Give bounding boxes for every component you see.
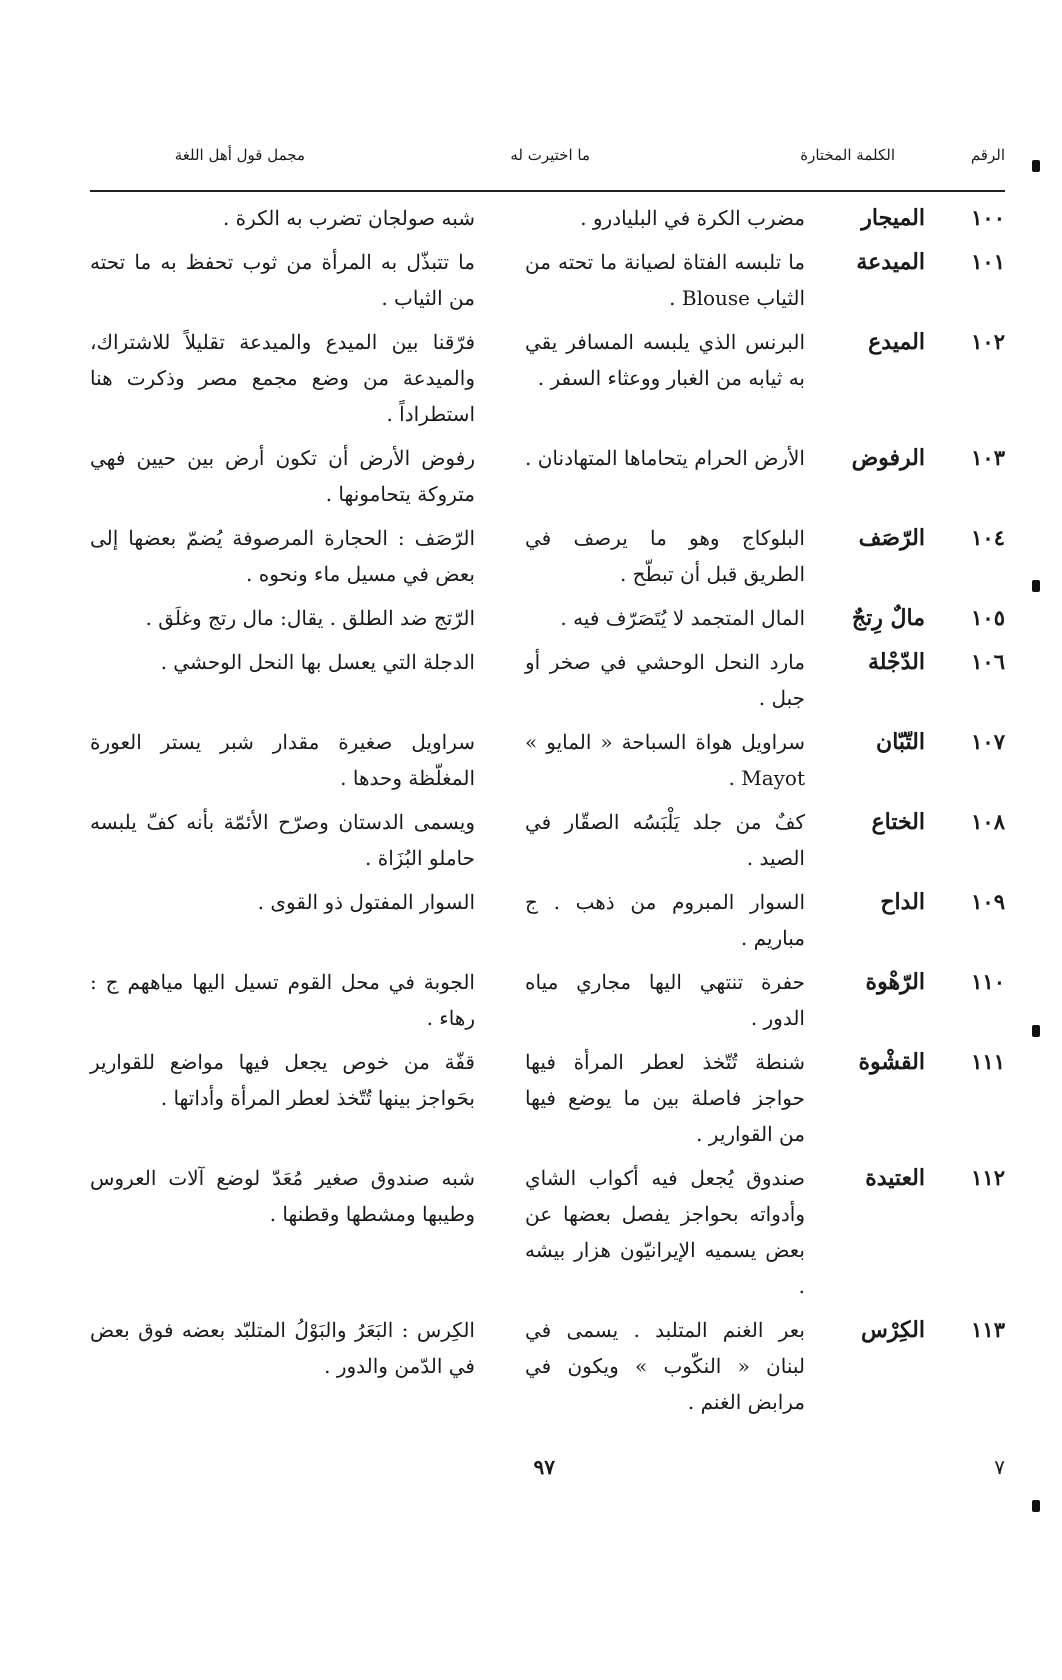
table-row — [90, 440, 1005, 512]
entry-chosen-for: حفرة تنتهي اليها مجاري مياه الدور . — [525, 970, 805, 1030]
entry-summary: الجوبة في محل القوم تسيل اليها مياههم ج : رهاء . — [90, 970, 475, 1030]
table-row — [90, 520, 1005, 592]
header-rule — [90, 190, 1005, 192]
entry-number: ١١٢ — [971, 1165, 1005, 1190]
margin-mark — [1032, 580, 1040, 592]
entry-chosen-for: البرنس الذي يلبسه المسافر يقي به ثيابه من الغبار ووعثاء السفر . — [525, 330, 805, 390]
table-row — [90, 244, 1005, 316]
entry-word: الميدعة — [856, 249, 925, 275]
entry-word: العتيدة — [865, 1165, 925, 1191]
table-row — [90, 804, 1005, 876]
margin-mark — [1032, 1500, 1040, 1512]
table-row — [90, 1044, 1005, 1152]
table-row — [90, 1312, 1005, 1420]
entry-number: ١٠٨ — [971, 809, 1005, 834]
header-number: الرقم — [970, 146, 1005, 164]
header-linguists-summary: مجمل قول أهل اللغة — [174, 146, 305, 164]
entry-number: ١٠٥ — [971, 605, 1005, 630]
table-row — [90, 884, 1005, 956]
entry-summary: سراويل صغيرة مقدار شبر يستر العورة المغلّظة وحدها . — [90, 730, 475, 790]
page-number: ٩٧ — [533, 1455, 555, 1479]
entry-summary: شبه صندوق صغير مُعَدّ لوضع آلات العروس وطيبها ومشطها وقطنها . — [90, 1166, 475, 1226]
entry-number: ١٠١ — [971, 249, 1005, 274]
entry-word: الداح — [880, 889, 925, 915]
margin-mark — [1032, 1025, 1040, 1037]
entry-chosen-for: السوار المبروم من ذهب . ج مباريم . — [525, 890, 805, 950]
entry-chosen-for: البلوكاج وهو ما يرصف في الطريق قبل أن تبطّح . — [525, 526, 805, 586]
table-row — [90, 600, 1005, 636]
entry-summary: الدجلة التي يعسل بها النحل الوحشي . — [160, 650, 475, 674]
entry-number: ١١٠ — [971, 969, 1005, 994]
header-chosen-for: ما اختيرت له — [510, 146, 590, 164]
entry-chosen-for: كفٌ من جلد يَلْبَسُه الصقّار في الصيد . — [525, 810, 805, 870]
entries-table — [90, 200, 1005, 1428]
entry-number: ١١١ — [971, 1049, 1005, 1074]
entry-summary: الرّصَف : الحجارة المرصوفة يُضمّ بعضها إلى بعض في مسيل ماء ونحوه . — [90, 526, 475, 586]
entry-number: ١٠٦ — [971, 649, 1005, 674]
entry-chosen-for: ما تلبسه الفتاة لصيانة ما تحته من الثياب Blouse . — [525, 250, 805, 310]
table-row — [90, 200, 1005, 236]
section-number: ٧ — [994, 1455, 1005, 1479]
entry-chosen-for: مارد النحل الوحشي في صخر أو جبل . — [525, 650, 805, 710]
entry-summary: فرّقنا بين الميدع والميدعة تقليلاً للاشتراك، والميدعة من وضع مجمع مصر وذكرت هنا استطراداً . — [90, 330, 475, 426]
entry-number: ١٠٢ — [971, 329, 1005, 354]
entry-summary: السوار المفتول ذو القوى . — [257, 890, 475, 914]
entry-word: القشْوة — [858, 1049, 925, 1075]
entry-word: الدّجْلة — [867, 649, 925, 675]
table-header — [90, 146, 1005, 176]
entry-word: الرفوض — [851, 445, 925, 471]
entry-word: الرّصَف — [858, 525, 925, 551]
entry-summary: قفّة من خوص يجعل فيها مواضع للقوارير بحَواجز بينها تُتّخذ لعطر المرأة وأداتها . — [90, 1050, 475, 1110]
entry-summary: رفوض الأرض أن تكون أرض بين حيين فهي متروكة يتحامونها . — [90, 446, 475, 506]
entry-summary: ويسمى الدستان وصرّح الأئمّة بأنه كفّ يلبسه حاملو البُزَاة . — [90, 810, 475, 870]
page-footer — [90, 1455, 1005, 1495]
entry-chosen-for: المال المتجمد لا يُتَصَرّف فيه . — [560, 606, 805, 630]
entry-chosen-for: مضرب الكرة في البليادرو . — [580, 206, 805, 230]
entry-chosen-for: بعر الغنم المتلبد . يسمى في لبنان « النكّوب » ويكون في مرابض الغنم . — [525, 1318, 805, 1414]
entry-word: الميجار — [861, 205, 925, 231]
entry-number: ١٠٧ — [971, 729, 1005, 754]
entry-number: ١١٣ — [971, 1317, 1005, 1342]
table-row — [90, 324, 1005, 432]
entry-chosen-for: صندوق يُجعل فيه أكواب الشاي وأدواته بحواجز يفصل بعضها عن بعض يسميه الإيرانيّون هزار بيشه . — [525, 1166, 805, 1298]
entry-word: الرّهْوة — [865, 969, 925, 995]
entry-number: ١٠٩ — [971, 889, 1005, 914]
entry-summary: شبه صولجان تضرب به الكرة . — [222, 206, 475, 230]
entry-chosen-for: شنطة تُتّخذ لعطر المرأة فيها حواجز فاصلة بين ما يوضع فيها من القوارير . — [525, 1050, 805, 1146]
entry-chosen-for: الأرض الحرام يتحاماها المتهادنان . — [525, 446, 805, 470]
entry-summary: الرّتج ضد الطلق . يقال: مال رتج وغلَق . — [145, 606, 475, 630]
table-row — [90, 724, 1005, 796]
header-chosen-word: الكلمة المختارة — [800, 146, 895, 164]
entry-word: الميدع — [868, 329, 925, 355]
entry-word: التّبّان — [876, 729, 925, 755]
entry-number: ١٠٤ — [971, 525, 1005, 550]
entry-word: الكِرْس — [861, 1317, 925, 1343]
table-row — [90, 964, 1005, 1036]
entry-number: ١٠٠ — [971, 205, 1005, 230]
margin-mark — [1032, 160, 1040, 172]
entry-number: ١٠٣ — [971, 445, 1005, 470]
entry-word: مالٌ رِتجٌ — [851, 605, 925, 631]
entry-summary: الكِرس : البَعَرُ والبَوْلُ المتلبّد بعضه فوق بعض في الدّمن والدور . — [90, 1318, 475, 1378]
entry-summary: ما تتبذّل به المرأة من ثوب تحفظ به ما تحته من الثياب . — [90, 250, 475, 310]
table-row — [90, 644, 1005, 716]
entry-word: الختاع — [871, 809, 925, 835]
table-row — [90, 1160, 1005, 1304]
entry-chosen-for: سراويل هواة السباحة « المايو » Mayot . — [525, 730, 805, 790]
